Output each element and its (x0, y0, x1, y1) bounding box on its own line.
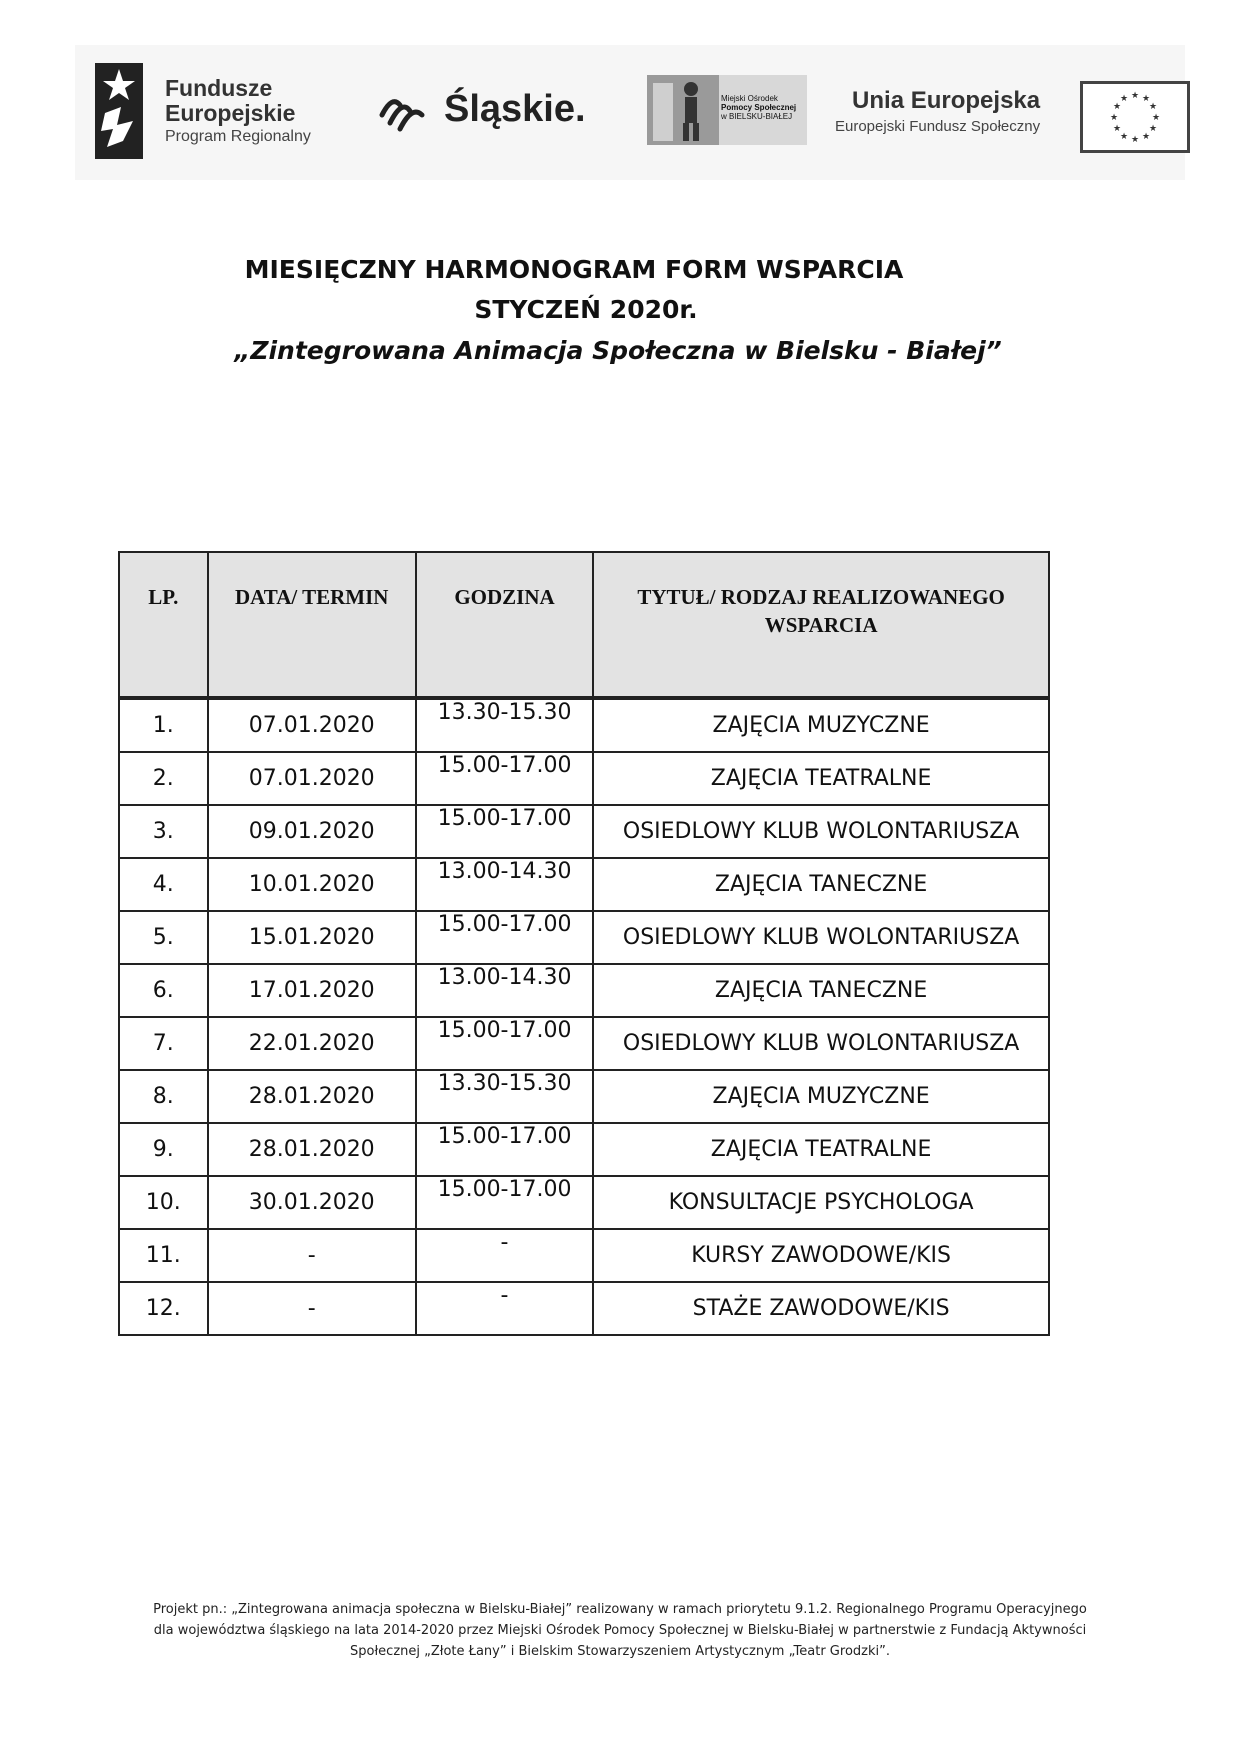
svg-text:★: ★ (1148, 102, 1158, 112)
slaskie-text: Śląskie. (444, 87, 586, 130)
cell-date: 30.01.2020 (208, 1176, 416, 1229)
fe-line2: Europejskie (165, 99, 296, 126)
cell-title: ZAJĘCIA TEATRALNE (593, 1123, 1049, 1176)
svg-text:★: ★ (1109, 113, 1119, 123)
footer-line1: Projekt pn.: „Zintegrowana animacja społeczna w Bielsku-Białej” realizowany w ramach priorytetu 9.1.2. Regionalnego Programu Operacyjnego (153, 1602, 1087, 1617)
cell-time: 13.30-15.30 (416, 698, 593, 752)
cell-lp: 10. (119, 1176, 208, 1229)
cell-date: 09.01.2020 (208, 805, 416, 858)
svg-text:★: ★ (1141, 132, 1151, 142)
cell-time: 13.00-14.30 (416, 858, 593, 911)
eu-flag-icon (1080, 81, 1190, 153)
cell-lp: 6. (119, 964, 208, 1017)
cell-date: - (208, 1282, 416, 1335)
cell-date: 28.01.2020 (208, 1070, 416, 1123)
header-lp: LP. (119, 552, 208, 698)
table-row (119, 698, 1049, 752)
cell-time: 15.00-17.00 (416, 1176, 593, 1229)
table-row (119, 964, 1049, 1017)
svg-text:★: ★ (1130, 135, 1140, 145)
ue-line2: Europejski Fundusz Społeczny (835, 118, 1041, 135)
cell-date: 15.01.2020 (208, 911, 416, 964)
cell-lp: 12. (119, 1282, 208, 1335)
cell-date: - (208, 1229, 416, 1282)
logo-banner (75, 45, 1185, 180)
svg-text:★: ★ (1119, 94, 1129, 104)
cell-time: 15.00-17.00 (416, 805, 593, 858)
cell-title: ZAJĘCIA TANECZNE (593, 964, 1049, 1017)
table-header-row (119, 552, 1049, 698)
fe-star-icon (95, 63, 143, 159)
mops-figure-icon (647, 75, 719, 145)
cell-lp: 4. (119, 858, 208, 911)
cell-time: 15.00-17.00 (416, 1123, 593, 1176)
cell-lp: 3. (119, 805, 208, 858)
cell-lp: 5. (119, 911, 208, 964)
cell-time: 15.00-17.00 (416, 1017, 593, 1070)
cell-lp: 2. (119, 752, 208, 805)
table-row (119, 752, 1049, 805)
cell-time: 15.00-17.00 (416, 752, 593, 805)
cell-date: 28.01.2020 (208, 1123, 416, 1176)
svg-text:★: ★ (1130, 91, 1140, 101)
cell-time: 13.00-14.30 (416, 964, 593, 1017)
header-time: GODZINA (416, 552, 593, 698)
slaskie-wave-icon (378, 85, 430, 133)
mops-logo (647, 75, 807, 145)
cell-title: OSIEDLOWY KLUB WOLONTARIUSZA (593, 911, 1049, 964)
cell-date: 10.01.2020 (208, 858, 416, 911)
schedule-table (118, 551, 1050, 1336)
cell-title: ZAJĘCIA MUZYCZNE (593, 698, 1049, 752)
header-title: TYTUŁ/ RODZAJ REALIZOWANEGO WSPARCIA (593, 552, 1049, 698)
svg-text:★: ★ (1119, 132, 1129, 142)
cell-date: 07.01.2020 (208, 752, 416, 805)
cell-title: STAŻE ZAWODOWE/KIS (593, 1282, 1049, 1335)
svg-text:★: ★ (1112, 124, 1122, 134)
table-row (119, 805, 1049, 858)
table-row (119, 1229, 1049, 1282)
cell-lp: 9. (119, 1123, 208, 1176)
cell-time: 13.30-15.30 (416, 1070, 593, 1123)
project-footer (90, 1600, 1150, 1662)
eu-stars-icon (1083, 84, 1187, 150)
svg-text:★: ★ (1148, 124, 1158, 134)
svg-text:★: ★ (1151, 113, 1161, 123)
fundusze-europejskie-logo (95, 63, 311, 159)
table-row (119, 911, 1049, 964)
cell-time: - (416, 1282, 593, 1335)
unia-europejska-logo (835, 87, 1040, 135)
cell-title: KONSULTACJE PSYCHOLOGA (593, 1176, 1049, 1229)
cell-date: 17.01.2020 (208, 964, 416, 1017)
fe-line1: Fundusze (165, 75, 273, 102)
table-row (119, 1017, 1049, 1070)
header-date: DATA/ TERMIN (208, 552, 416, 698)
cell-lp: 8. (119, 1070, 208, 1123)
table-row (119, 1070, 1049, 1123)
table-row (119, 1176, 1049, 1229)
cell-title: ZAJĘCIA TEATRALNE (593, 752, 1049, 805)
svg-text:★: ★ (1141, 94, 1151, 104)
fe-line3: Program Regionalny (165, 127, 311, 145)
ue-line1: Unia Europejska (852, 87, 1041, 114)
cell-lp: 11. (119, 1229, 208, 1282)
cell-date: 22.01.2020 (208, 1017, 416, 1070)
table-row (119, 858, 1049, 911)
cell-time: - (416, 1229, 593, 1282)
svg-text:★: ★ (1112, 102, 1122, 112)
mops-line2: Pomocy Społecznej (721, 102, 797, 112)
footer-line3: Społecznej „Złote Łany” i Bielskim Stowarzyszeniem Artystycznym „Teatr Grodzki”. (350, 1643, 890, 1659)
cell-title: ZAJĘCIA MUZYCZNE (593, 1070, 1049, 1123)
cell-time: 15.00-17.00 (416, 911, 593, 964)
document-month: STYCZEŃ 2020r. (474, 295, 698, 324)
cell-date: 07.01.2020 (208, 698, 416, 752)
cell-title: ZAJĘCIA TANECZNE (593, 858, 1049, 911)
cell-title: OSIEDLOWY KLUB WOLONTARIUSZA (593, 805, 1049, 858)
table-row (119, 1282, 1049, 1335)
footer-line2: dla województwa śląskiego na lata 2014-2020 przez Miejski Ośrodek Pomocy Społecznej w Bielsku-Białej w partnerstwie z Fundacją Aktywności (153, 1622, 1087, 1638)
cell-lp: 7. (119, 1017, 208, 1070)
cell-title: OSIEDLOWY KLUB WOLONTARIUSZA (593, 1017, 1049, 1070)
cell-title: KURSY ZAWODOWE/KIS (593, 1229, 1049, 1282)
document-title: MIESIĘCZNY HARMONOGRAM FORM WSPARCIA (244, 255, 904, 284)
mops-line3: w BIELSKU-BIAŁEJ (721, 111, 793, 121)
project-name: „Zintegrowana Animacja Społeczna w Bielsku - Białej” (234, 336, 1002, 365)
cell-lp: 1. (119, 698, 208, 752)
slaskie-logo (378, 85, 586, 133)
mops-line1: Miejski Ośrodek (721, 94, 778, 103)
table-row (119, 1123, 1049, 1176)
